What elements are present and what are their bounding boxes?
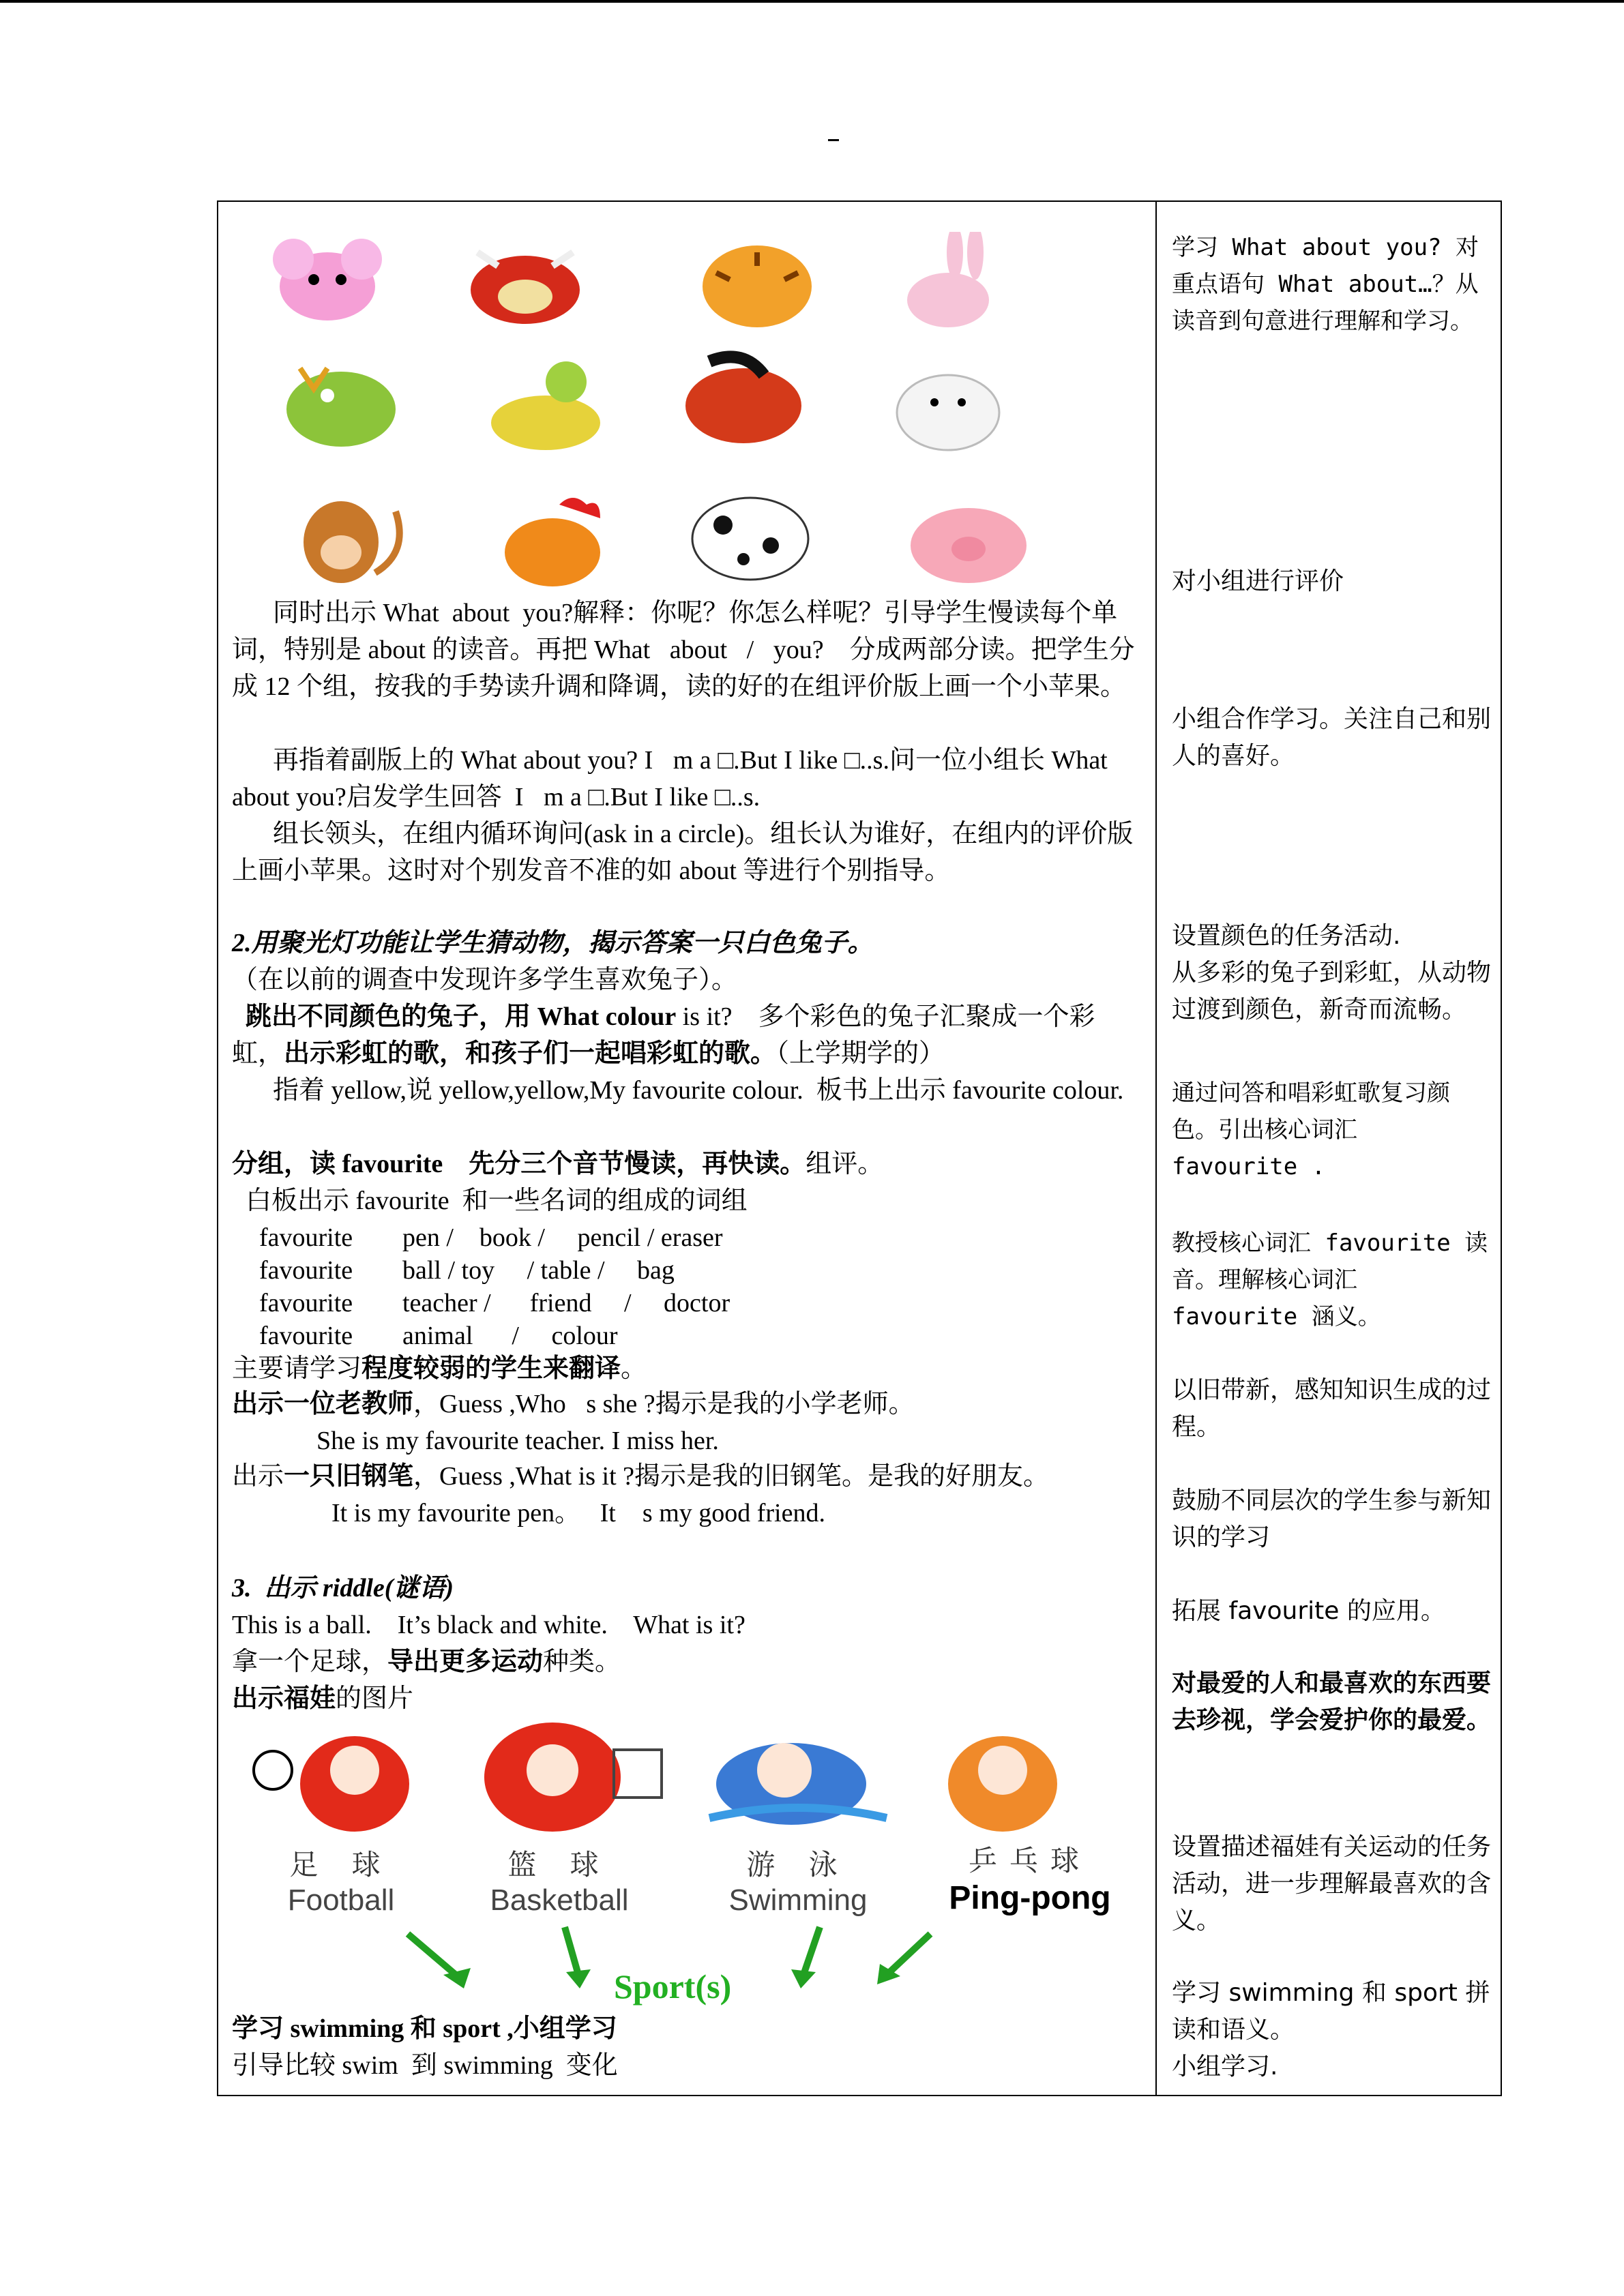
note-review-colour [1172, 1075, 1492, 1185]
snake-image [477, 355, 614, 457]
football-text-1: 拿一个足球， [232, 1648, 388, 1676]
pingpong-en: Ping-pong [949, 1880, 1111, 1916]
note-group-cooperate: 小组合作学习。关注自己和别人的喜好。 [1172, 705, 1492, 770]
column-divider [1155, 202, 1157, 2095]
football-en: Football [287, 1883, 395, 1917]
football-fuwa-image [246, 1723, 437, 1838]
note-6-text: 教授核心词汇 favourite 读音。理解核心词汇 favourite 涵义。 [1172, 1229, 1488, 1330]
phrase-word: favourite [259, 1256, 353, 1285]
rooster-image [484, 491, 621, 593]
football-cn: 足 球 [289, 1848, 393, 1881]
old-teacher-text: ，Guess ,Who s she ?揭示是我的小学老师。 [413, 1390, 915, 1418]
note-extend: 拓展 favourite 的应用。 [1172, 1597, 1445, 1625]
paragraph-rabbit-survey: （在以前的调查中发现许多学生喜欢兔子）。 [232, 966, 738, 994]
swimming-en: Swimming [728, 1883, 868, 1917]
section-3-heading: 3. 出示 riddle(谜语) [232, 1574, 454, 1602]
note-what-about-you [1172, 229, 1492, 340]
note-cherish: 对最爱的人和最喜欢的东西要去珍视，学会爱护你的最爱。 [1172, 1669, 1492, 1734]
pingpong-caption [914, 1838, 1146, 1917]
paragraph-translate [232, 1350, 1146, 1387]
top-border [0, 0, 1624, 3]
old-pen-text-2: ，Guess ,What is it ?揭示是我的旧钢笔。是我的好朋友。 [413, 1462, 1050, 1491]
horse-image [675, 348, 812, 450]
old-pen-bold: 一只旧钢笔 [284, 1462, 414, 1491]
rainbow-bold-2: 出示彩虹的歌，和孩子们一起唱彩虹的歌。 [284, 1039, 777, 1068]
group-read-bold: 分组，读 favourite 先分三个音节慢读，再快读。 [232, 1150, 806, 1178]
phrase-nouns: pen / book / pencil / eraser [402, 1223, 723, 1252]
swimming-caption [696, 1843, 900, 1918]
note-core-word [1172, 1225, 1492, 1335]
teaching-process-column [232, 215, 1143, 2084]
old-pen-text-1: 出示 [232, 1462, 284, 1491]
note-old-new: 以旧带新，感知知识生成的过程。 [1172, 1376, 1492, 1441]
phrase-row [259, 1285, 1173, 1322]
paragraph-rainbow [232, 998, 1146, 1072]
phrase-nouns: animal / colour [402, 1322, 618, 1350]
football-caption [239, 1843, 443, 1918]
translate-text-2: 。 [621, 1354, 647, 1383]
phrase-word: favourite [259, 1289, 353, 1317]
header-dash [828, 139, 839, 141]
sport-label: Sport(s) [614, 1967, 732, 2006]
swimming-fuwa-image [696, 1716, 900, 1838]
paragraph-group-read [232, 1146, 1146, 1182]
basketball-caption [457, 1843, 662, 1918]
dragon-image [273, 355, 409, 457]
old-teacher-bold: 出示一位老教师 [232, 1390, 414, 1418]
note-group-evaluate: 对小组进行评价 [1172, 567, 1344, 595]
pingpong-cn: 乒乓球 [968, 1844, 1091, 1877]
fuwa-bold: 出示福娃 [232, 1684, 336, 1713]
note-fuwa-task: 设置描述福娃有关运动的任务活动，进一步理解最喜欢的含义。 [1172, 1833, 1492, 1935]
group-read-text: 组评。 [806, 1150, 884, 1178]
paragraph-favourite-colour: 指着 yellow,说 yellow,yellow,My favourite colour. 板书上出示 favourite colour. [273, 1076, 1124, 1105]
riddle-text: This is a ball. It’s black and white. What is it? [232, 1611, 745, 1639]
notes-column [1172, 229, 1492, 2084]
phrase-nouns: ball / toy / table / bag [402, 1256, 675, 1285]
football-text-2: 种类。 [543, 1648, 621, 1676]
paragraph-learn-swimming: 学习 swimming 和 sport ,小组学习 [232, 2014, 617, 2043]
note-colour-task: 设置颜色的任务活动. 从多彩的兔子到彩虹，从动物过渡到颜色，新奇而流畅。 [1172, 922, 1492, 1024]
paragraph-what-about-you: 同时出示 What about you?解释：你呢？你怎么样呢？引导学生慢读每个单词，特别是 about 的读音。再把 What about / you? 分成两部分读。把学生分成 12 个组，按我的手势读升调和降调，读的好的在组评价版上画一个小苹果。 [232, 599, 1135, 701]
ox-image [457, 232, 593, 334]
paragraph-old-teacher [232, 1386, 1146, 1422]
paragraph-side-board: 再指着副版上的 What about you? I m a □.But I like □..s.问一位小组长 What about you?启发学生回答 I m a □.But I like □..s. [232, 746, 1114, 811]
tiger-image [689, 232, 825, 334]
sentence-favourite-pen: It is my favourite pen。 It  s my good friend. [331, 1499, 825, 1527]
pingpong-fuwa-image [914, 1716, 1091, 1838]
note-5-text: 通过问答和唱彩虹歌复习颜色。引出核心词汇 favourite . [1172, 1079, 1450, 1180]
translate-text-1: 主要请学习 [232, 1354, 362, 1383]
rabbit-image [880, 232, 1016, 334]
fuwa-text: 的图片 [336, 1684, 414, 1713]
phrase-word: favourite [259, 1223, 353, 1252]
rainbow-text-1: is it? 多个彩色的兔子汇聚成一个彩虹， [232, 1002, 1095, 1068]
monkey-image [280, 491, 416, 593]
football-bold: 导出更多运动 [387, 1648, 544, 1676]
paragraph-old-pen [232, 1458, 1146, 1495]
section-2-heading: 2.用聚光灯功能让学生猜动物，揭示答案一只白色兔子。 [232, 929, 874, 957]
rainbow-bold-1: 跳出不同颜色的兔子，用 What colour [246, 1002, 677, 1031]
phrase-row [259, 1252, 1173, 1289]
phrase-row [259, 1219, 1173, 1256]
basketball-cn: 篮 球 [507, 1848, 611, 1881]
paragraph-compare-swim: 引导比较 swim 到 swimming 变化 [232, 2051, 618, 2080]
sheep-image [880, 355, 1016, 457]
translate-bold: 程度较弱的学生来翻译 [361, 1354, 621, 1383]
note-encourage: 鼓励不同层次的学生参与新知识的学习 [1172, 1487, 1492, 1551]
swimming-cn: 游 泳 [746, 1848, 850, 1881]
basketball-fuwa-image [457, 1716, 675, 1838]
pig-image [900, 491, 1037, 593]
basketball-en: Basketball [490, 1883, 629, 1917]
phrase-nouns: teacher / friend / doctor [402, 1289, 730, 1317]
paragraph-whiteboard: 白板出示 favourite 和一些名词的组成的词组 [246, 1187, 748, 1215]
paragraph-fuwa [232, 1680, 1146, 1717]
rainbow-text-2: （上学期学的） [776, 1039, 945, 1068]
paragraph-group-circle: 组长领头，在组内循环询问(ask in a circle)。组长认为谁好，在组内的评价版上画小苹果。这时对个别发音不准的如 about 等进行个别指导。 [232, 820, 1134, 885]
phrase-row [259, 1317, 1173, 1354]
paragraph-football [232, 1643, 1146, 1680]
mouse-image [259, 232, 396, 334]
sentence-favourite-teacher: She is my favourite teacher. I miss her. [316, 1427, 719, 1455]
note-swimming-sport: 学习 swimming 和 sport 拼读和语义。 小组学习. [1172, 1979, 1490, 2081]
dog-image [682, 484, 818, 586]
lesson-table [217, 200, 1502, 2096]
note-1-text: 学习 What about you? 对重点语句 What about…？从读音到句意进行理解和学习。 [1172, 234, 1479, 335]
phrase-word: favourite [259, 1322, 353, 1350]
